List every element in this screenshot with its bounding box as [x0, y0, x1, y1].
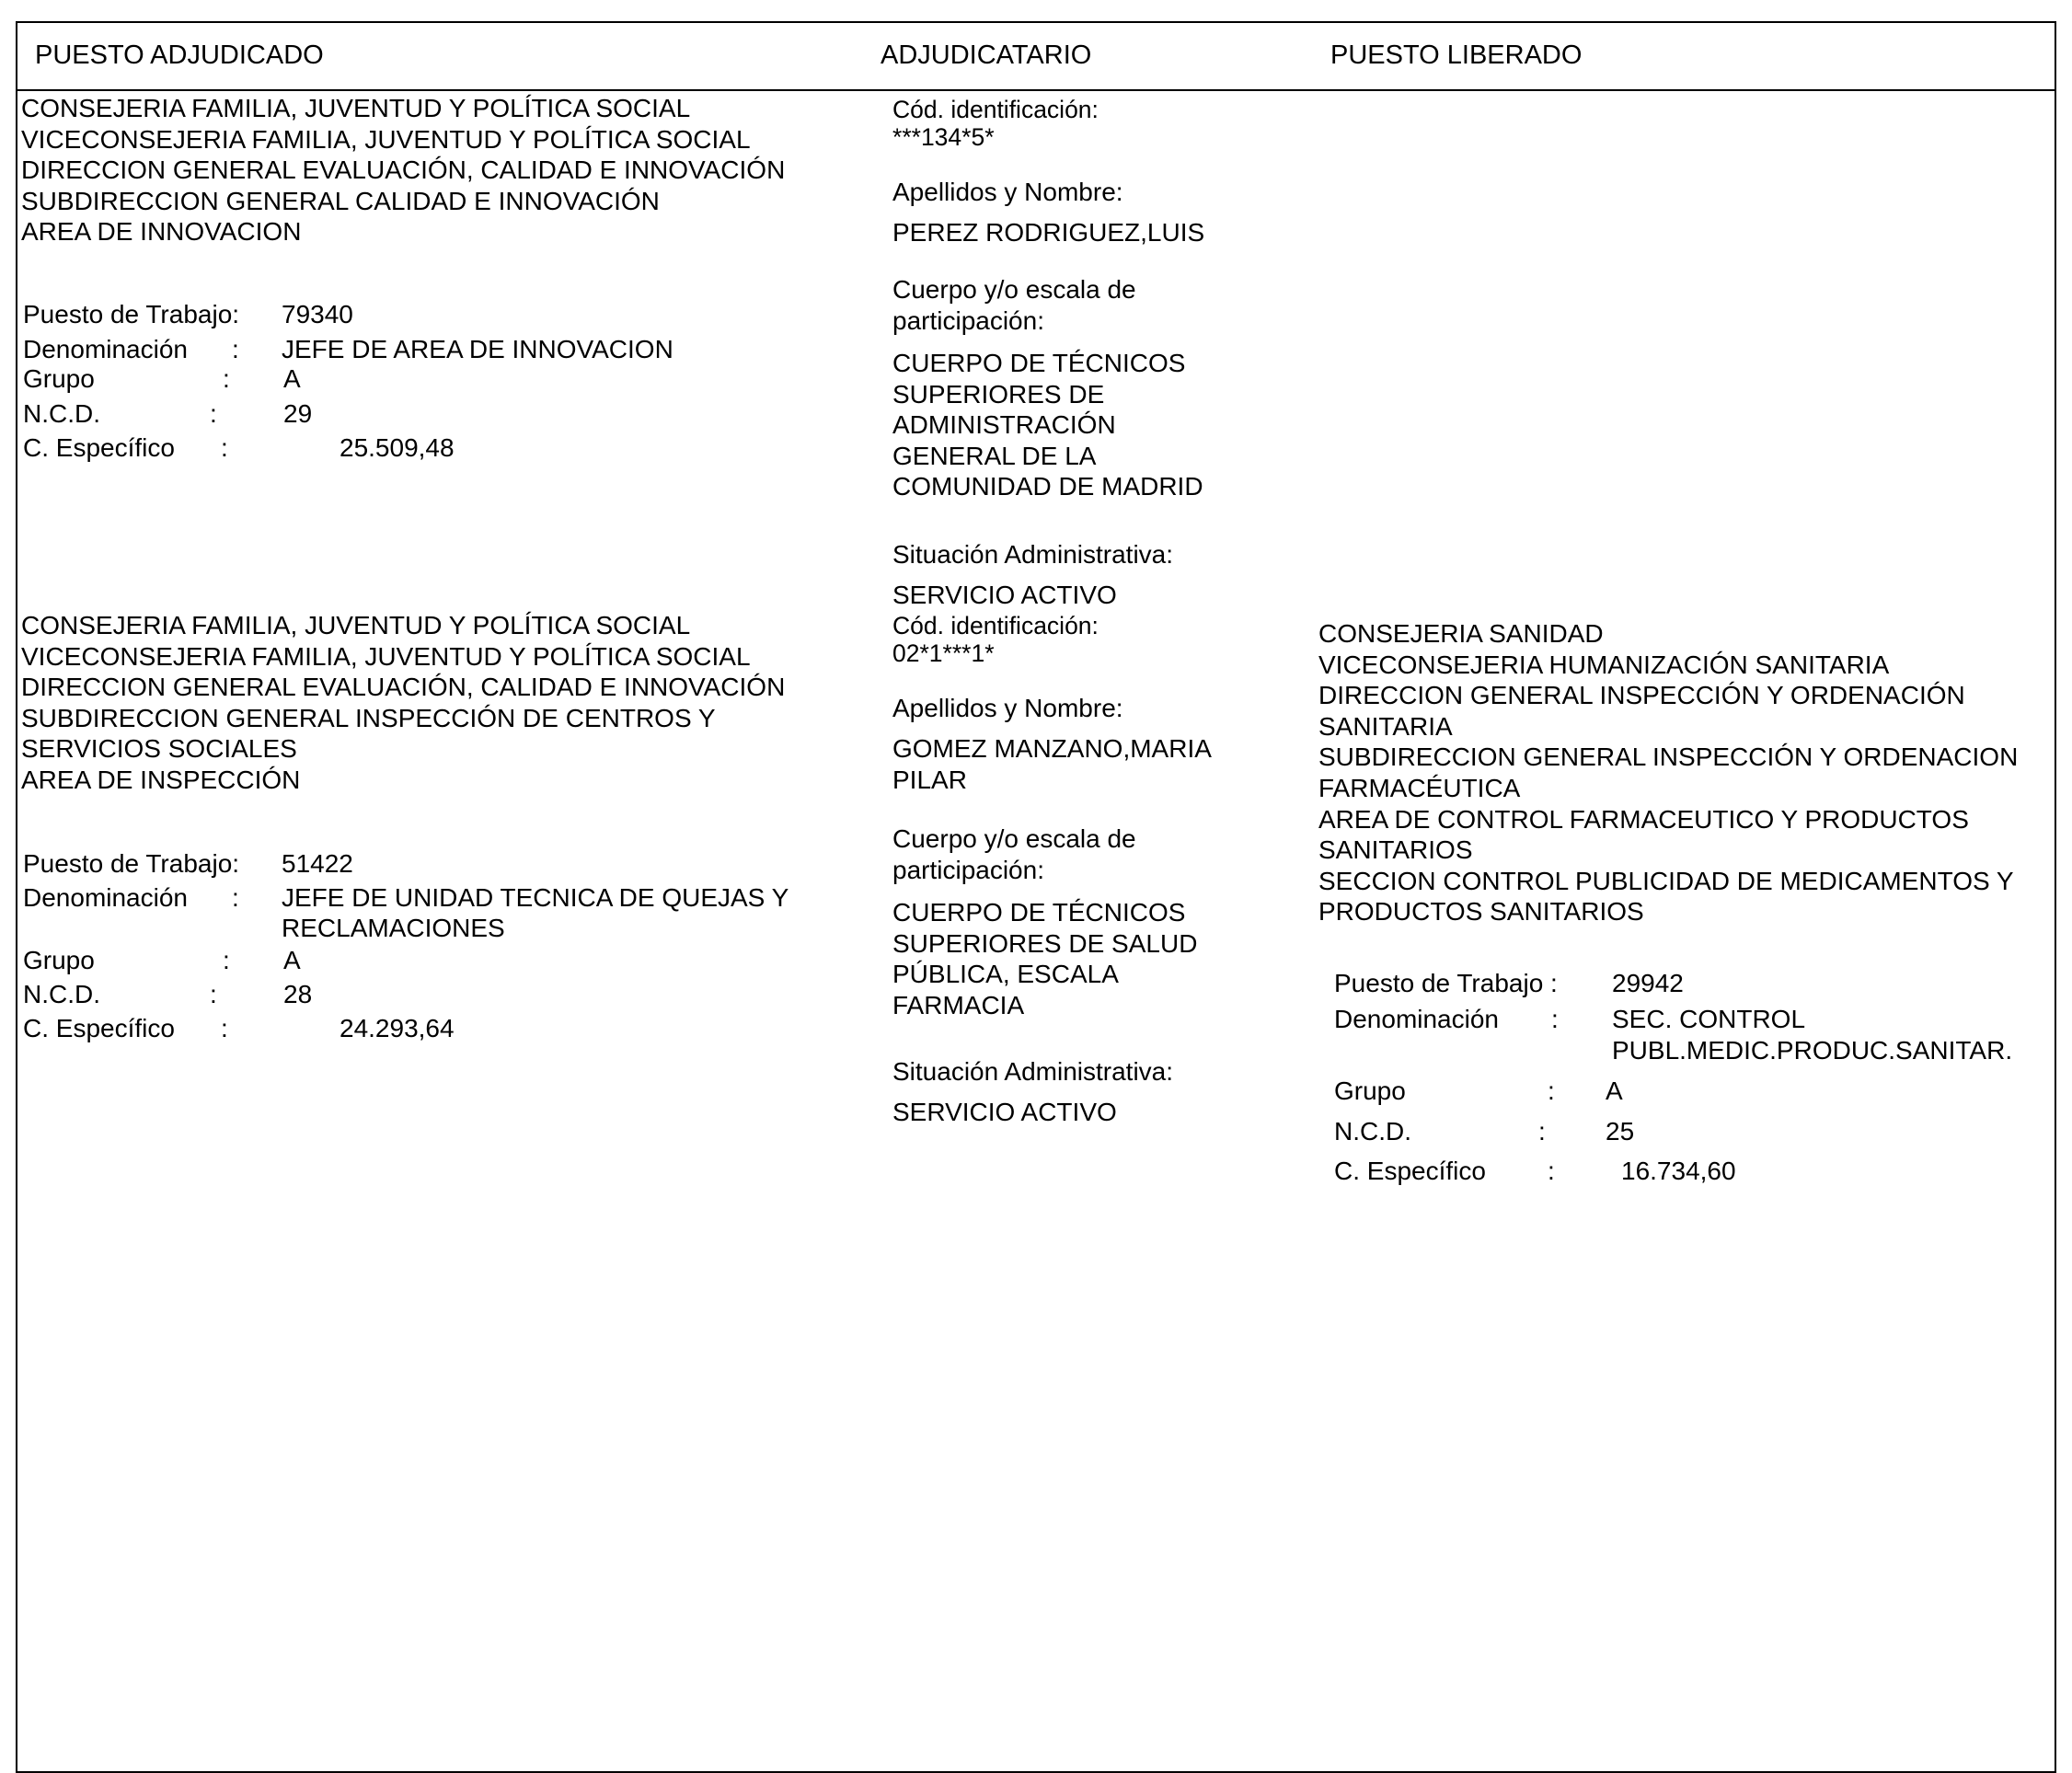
header-puesto-liberado: PUESTO LIBERADO [1330, 40, 1583, 70]
puesto-label: Puesto de Trabajo: [23, 849, 240, 878]
ncd-value: 28 [283, 980, 313, 1008]
liberado-c-especifico-value: 16.734,60 [1621, 1157, 1736, 1185]
colon: : [1551, 1005, 1559, 1033]
cuerpo-line: COMUNIDAD DE MADRID [892, 472, 1203, 501]
liberado-ncd-value: 25 [1606, 1117, 1635, 1146]
cod-identificacion-value: ***134*5* [892, 123, 995, 151]
org-line: SANITARIA [1318, 711, 1453, 741]
colon: : [223, 946, 230, 974]
org-line: AREA DE INSPECCIÓN [21, 765, 301, 794]
nombre-value: GOMEZ MANZANO,MARIA [892, 734, 1212, 763]
grupo-value: A [283, 946, 301, 974]
liberado-grupo-value: A [1606, 1076, 1623, 1105]
grupo-label: Grupo [23, 364, 95, 393]
cuerpo-label: participación: [892, 856, 1044, 884]
cuerpo-line: FARMACIA [892, 990, 1025, 1019]
liberado-ncd-label: N.C.D. [1334, 1117, 1411, 1146]
liberado-puesto-label: Puesto de Trabajo : [1334, 969, 1558, 997]
cod-identificacion-value: 02*1***1* [892, 639, 995, 667]
apellidos-nombre-label: Apellidos y Nombre: [892, 178, 1123, 206]
ncd-value: 29 [283, 399, 313, 428]
colon: : [1548, 1076, 1555, 1105]
cuerpo-line: SUPERIORES DE SALUD [892, 928, 1198, 958]
denominacion-label: Denominación [23, 883, 188, 912]
nombre-value: PEREZ RODRIGUEZ,LUIS [892, 218, 1205, 247]
grupo-value: A [283, 364, 301, 393]
header-puesto-adjudicado: PUESTO ADJUDICADO [35, 40, 324, 70]
situacion-value: SERVICIO ACTIVO [892, 1098, 1117, 1126]
org-line: PRODUCTOS SANITARIOS [1318, 897, 1644, 927]
cuerpo-value [892, 348, 1203, 502]
cuerpo-value [892, 897, 1197, 1020]
nombre-value: PILAR [892, 766, 967, 794]
org-line: CONSEJERIA FAMILIA, JUVENTUD Y POLÍTICA SOCIAL [21, 94, 691, 122]
org-line: VICECONSEJERIA HUMANIZACIÓN SANITARIA [1318, 650, 1890, 679]
cuerpo-line: GENERAL DE LA [892, 441, 1097, 470]
header-divider [16, 89, 2056, 91]
liberado-grupo-label: Grupo [1334, 1076, 1406, 1105]
org-line: CONSEJERIA FAMILIA, JUVENTUD Y POLÍTICA SOCIAL [21, 611, 691, 639]
liberado-c-especifico-label: C. Específico [1334, 1157, 1486, 1185]
liberado-denominacion-value: SEC. CONTROL [1612, 1005, 1806, 1033]
cuerpo-line: CUERPO DE TÉCNICOS [892, 898, 1186, 927]
colon: : [1548, 1157, 1555, 1185]
c-especifico-label: C. Específico [23, 433, 175, 462]
situacion-label: Situación Administrativa: [892, 1057, 1174, 1086]
ncd-label: N.C.D. [23, 399, 100, 428]
org-line: VICECONSEJERIA FAMILIA, JUVENTUD Y POLÍTICA SOCIAL [21, 641, 751, 671]
cuerpo-label: participación: [892, 306, 1044, 335]
liberado-denominacion-value: PUBL.MEDIC.PRODUC.SANITAR. [1612, 1036, 2013, 1065]
org-line: SERVICIOS SOCIALES [21, 734, 297, 764]
cuerpo-label: Cuerpo y/o escala de [892, 824, 1136, 853]
org-line: FARMACÉUTICA [1318, 773, 1521, 802]
grupo-label: Grupo [23, 946, 95, 974]
colon: : [221, 433, 228, 462]
colon: : [223, 364, 230, 393]
cuerpo-line: PÚBLICA, ESCALA [892, 960, 1119, 989]
c-especifico-value: 25.509,48 [340, 433, 455, 462]
cuerpo-line: CUERPO DE TÉCNICOS [892, 349, 1186, 377]
cuerpo-line: ADMINISTRACIÓN [892, 410, 1116, 440]
org-line: DIRECCION GENERAL EVALUACIÓN, CALIDAD E INNOVACIÓN [21, 155, 786, 185]
colon: : [232, 335, 239, 363]
org-line: AREA DE CONTROL FARMACEUTICO Y PRODUCTOS [1318, 804, 1969, 834]
org-hierarchy-1 [21, 93, 785, 248]
colon: : [1538, 1117, 1546, 1146]
org-line: SANITARIOS [1318, 835, 1473, 865]
header-adjudicatario: ADJUDICATARIO [881, 40, 1092, 70]
cod-identificacion-label: Cód. identificación: [892, 612, 1099, 639]
liberado-puesto-value: 29942 [1612, 969, 1684, 997]
org-line: VICECONSEJERIA FAMILIA, JUVENTUD Y POLÍTICA SOCIAL [21, 124, 751, 154]
situacion-value: SERVICIO ACTIVO [892, 581, 1117, 609]
org-line: SUBDIRECCION GENERAL INSPECCIÓN DE CENTROS Y [21, 703, 716, 732]
cuerpo-label: Cuerpo y/o escala de [892, 275, 1136, 304]
c-especifico-value: 24.293,64 [340, 1014, 455, 1042]
apellidos-nombre-label: Apellidos y Nombre: [892, 694, 1123, 722]
org-line: SECCION CONTROL PUBLICIDAD DE MEDICAMENTOS Y [1318, 866, 2014, 895]
situacion-label: Situación Administrativa: [892, 540, 1174, 569]
ncd-label: N.C.D. [23, 980, 100, 1008]
liberado-org-hierarchy [1318, 618, 2018, 927]
colon: : [221, 1014, 228, 1042]
colon: : [210, 980, 217, 1008]
org-line: SUBDIRECCION GENERAL INSPECCIÓN Y ORDENACION [1318, 743, 2019, 772]
denominacion-value: RECLAMACIONES [282, 914, 505, 942]
denominacion-label: Denominación [23, 335, 188, 363]
denominacion-value: JEFE DE AREA DE INNOVACION [282, 335, 673, 363]
puesto-label: Puesto de Trabajo: [23, 300, 240, 328]
org-line: DIRECCION GENERAL INSPECCIÓN Y ORDENACIÓN [1318, 681, 1965, 710]
c-especifico-label: C. Específico [23, 1014, 175, 1042]
colon: : [210, 399, 217, 428]
colon: : [232, 883, 239, 912]
liberado-denominacion-label: Denominación [1334, 1005, 1499, 1033]
cod-identificacion-label: Cód. identificación: [892, 96, 1099, 123]
puesto-value: 51422 [282, 849, 353, 878]
org-line: DIRECCION GENERAL EVALUACIÓN, CALIDAD E INNOVACIÓN [21, 673, 786, 702]
cuerpo-line: SUPERIORES DE [892, 379, 1105, 409]
org-line: AREA DE INNOVACION [21, 217, 302, 247]
org-line: CONSEJERIA SANIDAD [1318, 619, 1604, 648]
puesto-value: 79340 [282, 300, 353, 328]
org-line: SUBDIRECCION GENERAL CALIDAD E INNOVACIÓN [21, 186, 660, 215]
org-hierarchy-2 [21, 610, 785, 796]
denominacion-value: JEFE DE UNIDAD TECNICA DE QUEJAS Y [282, 883, 789, 912]
